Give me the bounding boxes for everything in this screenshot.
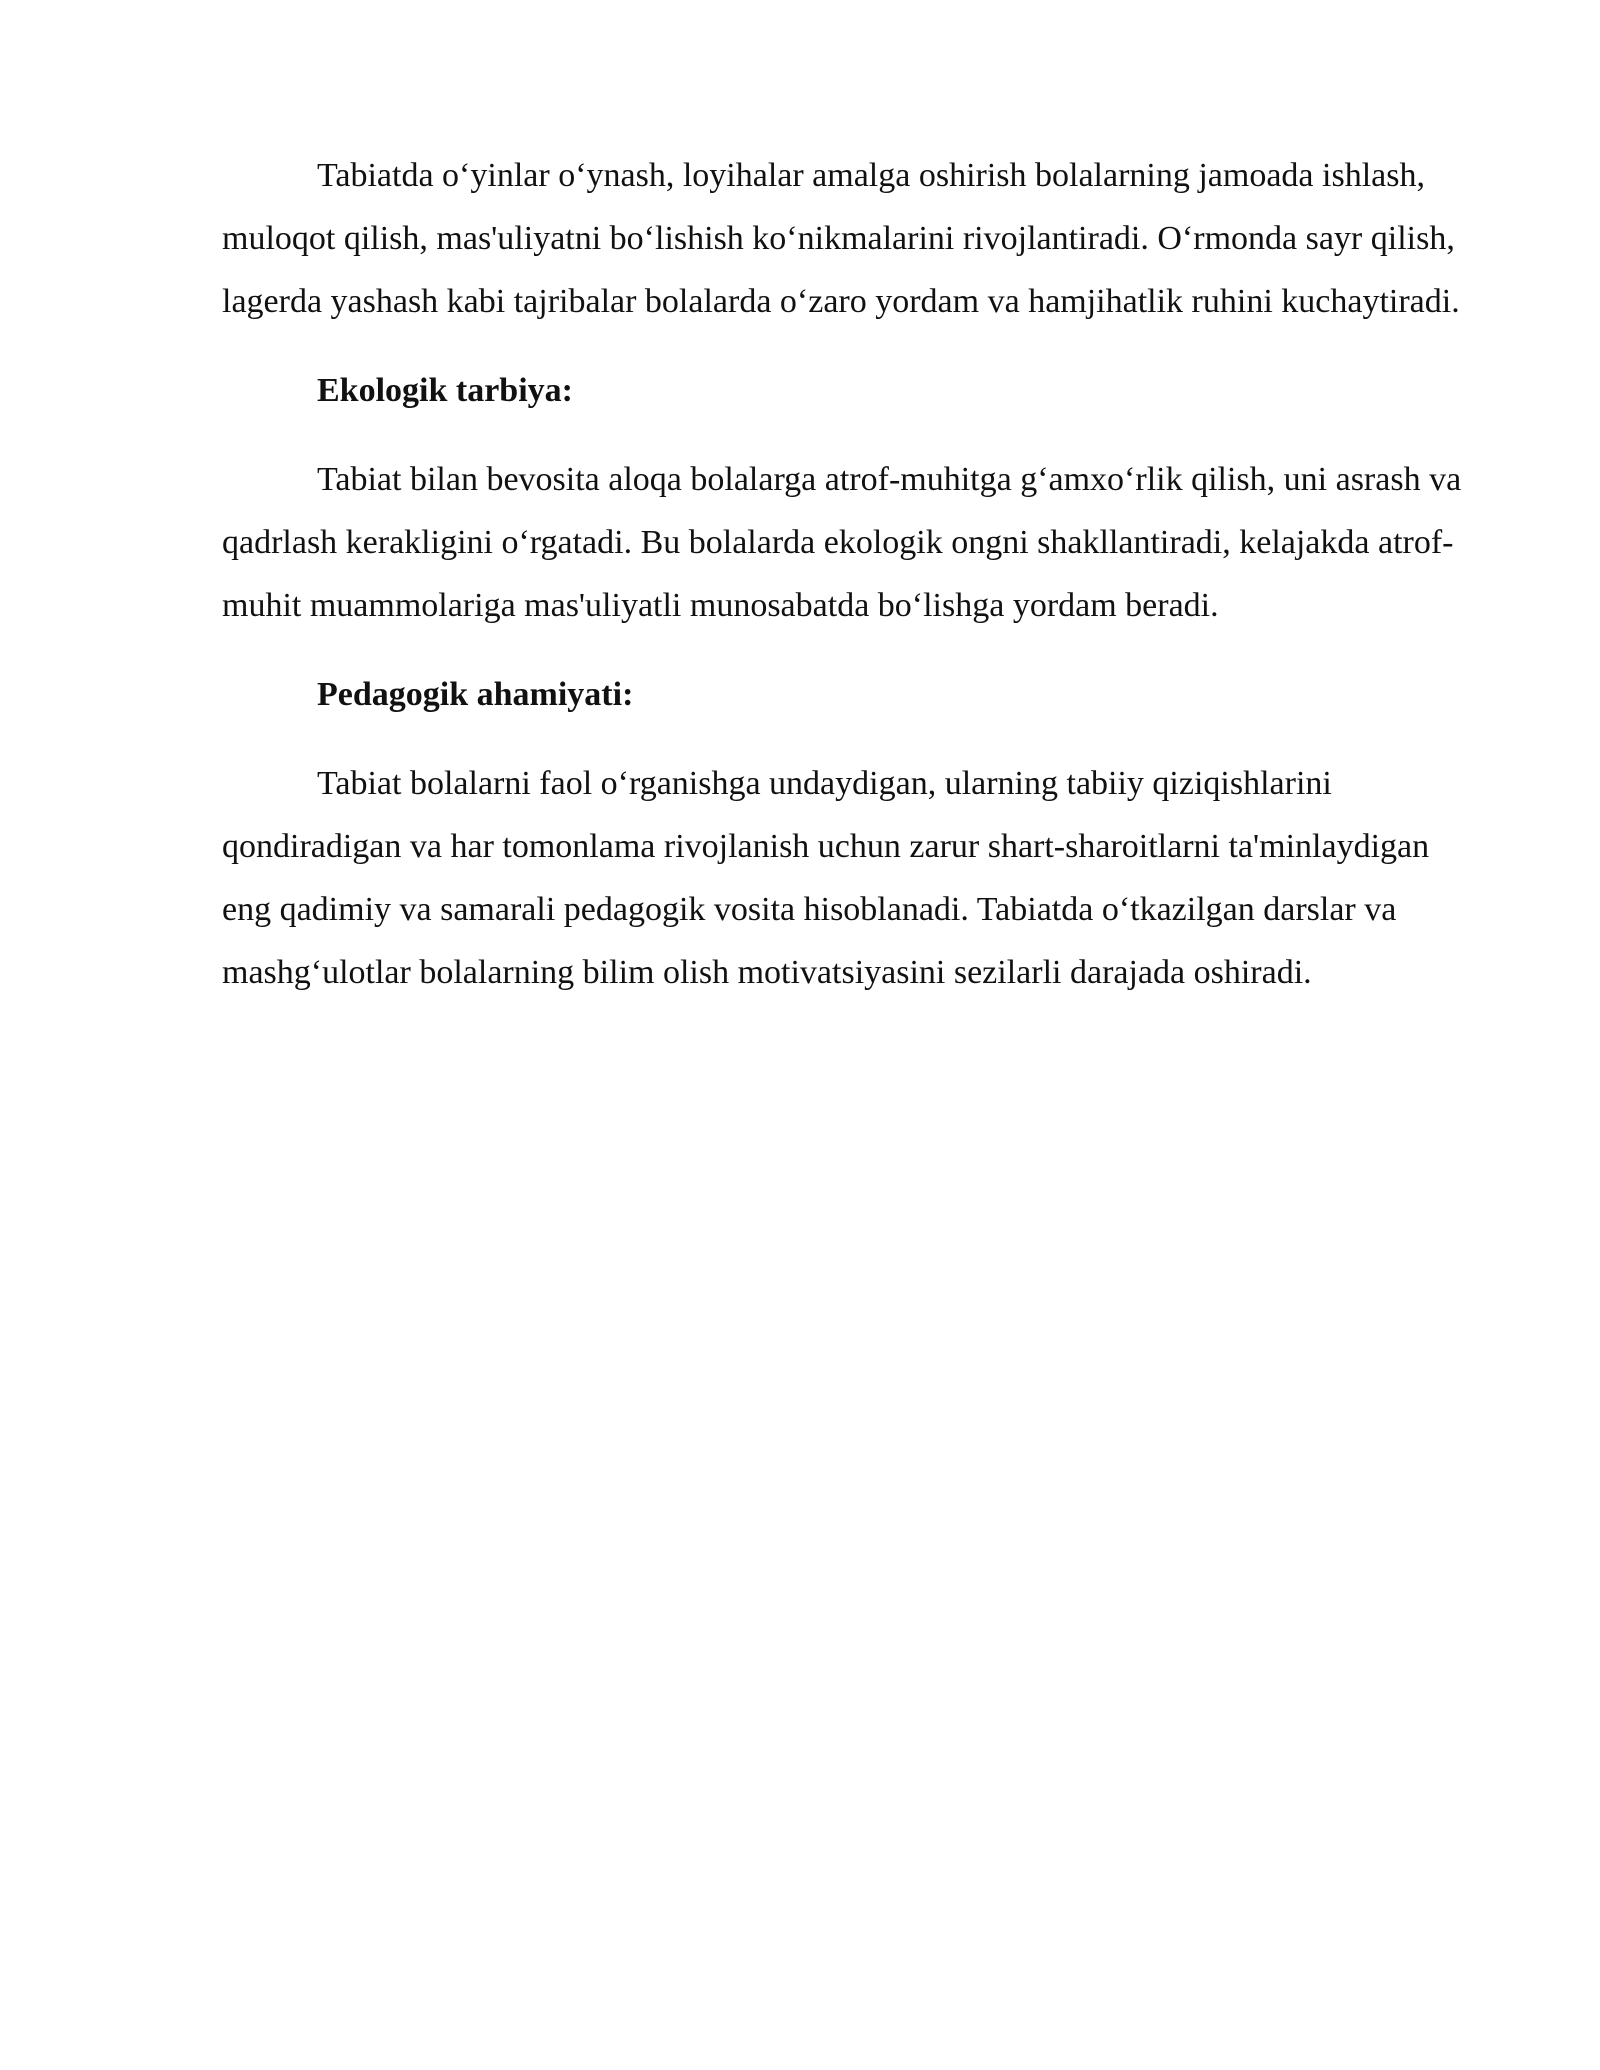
document-body xyxy=(222,144,1472,1004)
paragraph-pedagogical-significance: Tabiat bolalarni faol o‘rganishga undaydigan, ularning tabiiy qiziqishlarini qondiradigan va har tomonlama rivojlanish uchun zarur shart-sharoitlarni ta'minlaydigan eng qadimiy va samarali pedagogik vosita hisoblanadi. Tabiatda o‘tkazilgan darslar va mashg‘ulotlar bolalarning bilim olish motivatsiyasini sezilarli darajada oshiradi. xyxy=(222,765,1430,991)
paragraph-ecological-education: Tabiat bilan bevosita aloqa bolalarga atrof-muhitga g‘amxo‘rlik qilish, uni asrash va qadrlash kerakligini o‘rgatadi. Bu bolalarda ekologik ongni shakllantiradi, kelajakda atrof-muhit muammolariga mas'uliyatli munosabatda bo‘lishga yordam beradi. xyxy=(222,461,1462,624)
paragraph-teamwork: Tabiatda o‘yinlar o‘ynash, loyihalar amalga oshirish bolalarning jamoada ishlash, muloqot qilish, mas'uliyatni bo‘lishish ko‘nikmalarini rivojlantiradi. O‘rmonda sayr qilish, lagerda yashash kabi tajribalar bolalarda o‘zaro yordam va hamjihatlik ruhini kuchaytiradi. xyxy=(222,157,1460,320)
heading-ecological-education: Ekologik tarbiya: xyxy=(317,372,573,409)
heading-pedagogical-significance: Pedagogik ahamiyati: xyxy=(317,676,634,713)
